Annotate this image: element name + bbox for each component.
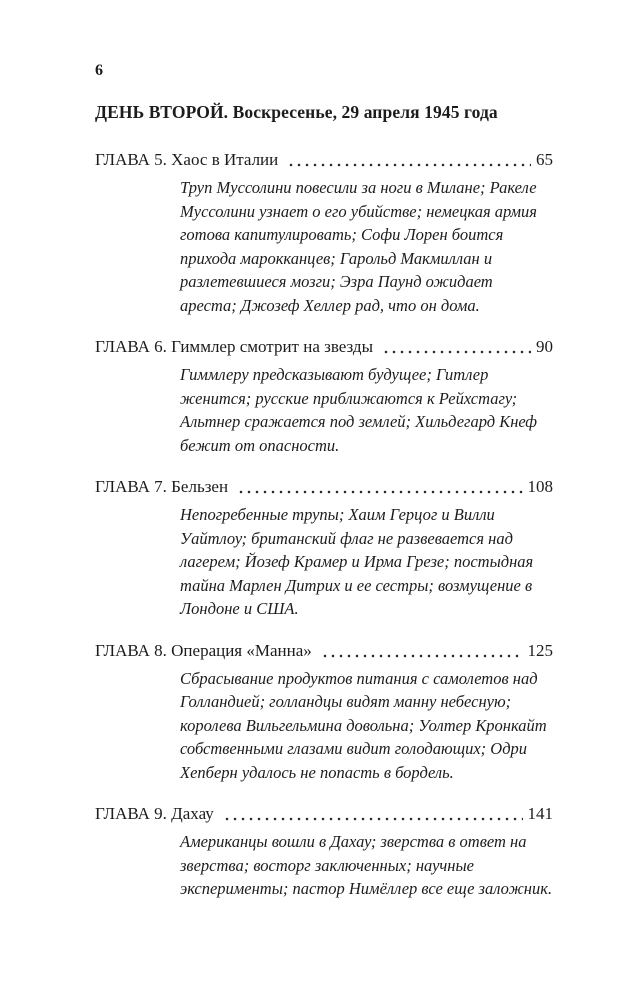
chapter-summary: Американцы вошли в Дахау; зверства в ответ на зверства; восторг заключенных; научные эксперименты; пастор Нимёллер все еще заложник. [180, 832, 553, 898]
chapter-page-number: 108 [527, 477, 553, 496]
page-number: 6 [95, 62, 104, 79]
chapter-title: ГЛАВА 6. Гиммлер смотрит на звезды [95, 337, 373, 356]
toc-entry [95, 803, 553, 901]
chapter-title: ГЛАВА 8. Операция «Манна» [95, 640, 312, 660]
chapter-title: ГЛАВА 9. Дахау [95, 804, 214, 823]
leader-dots [235, 476, 522, 498]
leader-dots [221, 803, 523, 825]
chapter-summary: Труп Муссолини повесили за ноги в Милане; Ракеле Муссолини узнает о его убийстве; немецкая армия готова капитулировать; Софи Лорен боится прихода марокканцев; Гарольд Макмиллан и разлетевшиеся мозги; Эзра Паунд ожидает ареста; Джозеф Хеллер рад, что он дома. [180, 178, 537, 315]
leader-dots [319, 640, 523, 662]
chapter-summary: Гиммлеру предсказывают будущее; Гитлер женится; русские приближаются к Рейхстагу; Альтнер сражается под землей; Хильдегард Кнеф бежит от опасности. [180, 365, 538, 455]
chapter-page-number: 125 [527, 640, 553, 660]
chapter-title: ГЛАВА 7. Бельзен [95, 477, 229, 496]
toc-entry [95, 336, 553, 457]
chapter-page-number: 65 [536, 150, 553, 169]
chapter-line [95, 336, 553, 358]
toc-entry [95, 640, 553, 785]
chapter-page-number: 141 [527, 804, 553, 823]
table-of-contents [95, 149, 553, 901]
leader-dots [285, 149, 531, 171]
chapter-page-number: 90 [536, 337, 553, 356]
toc-entry [95, 476, 553, 621]
chapter-line [95, 640, 553, 662]
chapter-summary: Непогребенные трупы; Хаим Герцог и Вилли Уайтлоу; британский флаг не развевается над лагерем; Йозеф Крамер и Ирма Грезе; постыдная тайна Марлен Дитрих и ее сестры; возмущение в Лондоне и США. [180, 505, 534, 618]
toc-entry [95, 149, 553, 317]
chapter-line [95, 476, 553, 498]
chapter-summary: Сбрасывание продуктов питания с самолетов над Голландией; голландцы видят манну небесную; королева Вильгельмина довольна; Уолтер Кронкайт собственными глазами видит голодающих; Одри Хепберн удалось не попасть в бордель. [180, 668, 547, 782]
leader-dots [380, 336, 531, 358]
section-header: ДЕНЬ ВТОРОЙ. Воскресенье, 29 апреля 1945 года [95, 102, 498, 122]
chapter-line [95, 149, 553, 171]
chapter-line [95, 803, 553, 825]
chapter-title: ГЛАВА 5. Хаос в Италии [95, 150, 279, 169]
